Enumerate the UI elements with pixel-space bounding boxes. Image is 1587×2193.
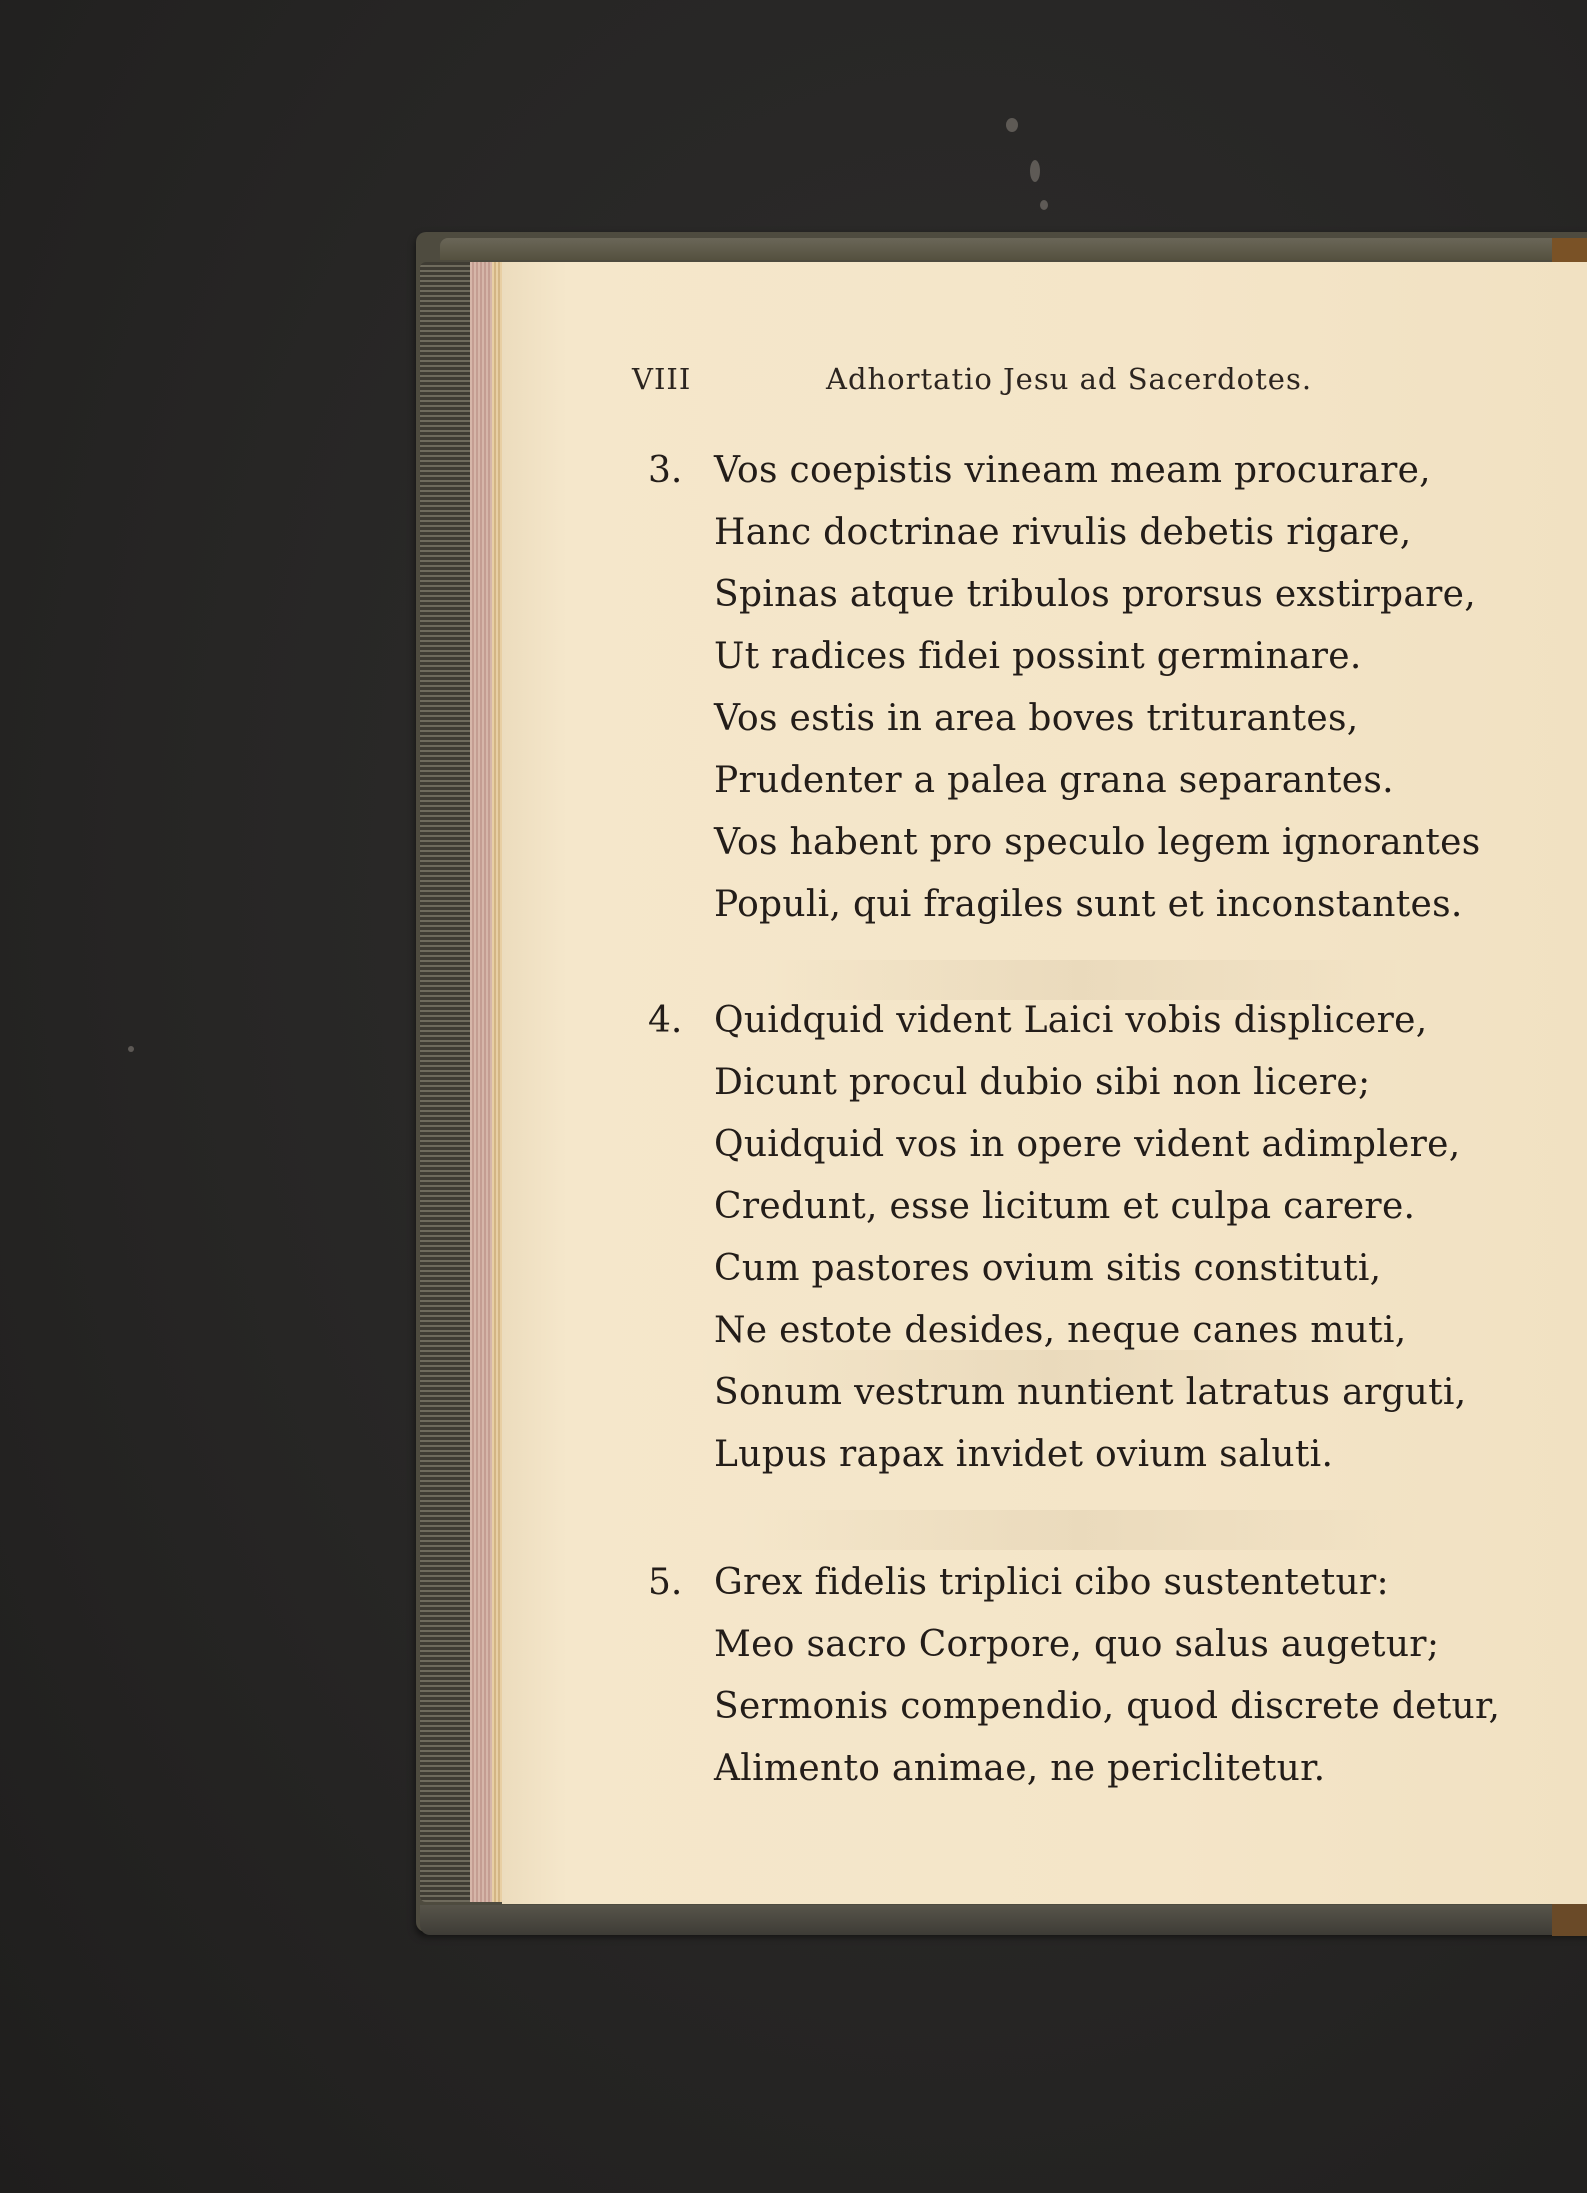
dust-speck — [1006, 118, 1018, 132]
show-through-shading — [760, 960, 1400, 1000]
verse-line: Prudenter a palea grana separantes. — [714, 760, 1394, 801]
verse-line: Quidquid vos in opere vident adimplere, — [714, 1124, 1461, 1165]
stanza-number: 5. — [648, 1562, 683, 1603]
stanza-number: 3. — [648, 450, 683, 491]
cloth-binding — [420, 262, 470, 1902]
verse-line: Spinas atque tribulos prorsus exstirpare, — [714, 574, 1476, 615]
dust-speck — [128, 1046, 134, 1052]
verse-line: Populi, qui fragiles sunt et inconstantes. — [714, 884, 1463, 925]
cover-bottom-edge — [420, 1905, 1587, 1935]
dust-speck — [1030, 160, 1040, 182]
verse-line: Vos coepistis vineam meam procurare, — [714, 450, 1431, 491]
verse-line: Sermonis compendio, quod discrete detur, — [714, 1686, 1501, 1727]
verse-line: Grex fidelis triplici cibo sustentetur: — [714, 1562, 1389, 1603]
page-gilt-edges — [492, 262, 502, 1902]
verse-line: Dicunt procul dubio sibi non licere; — [714, 1062, 1371, 1103]
verse-line: Hanc doctrinae rivulis debetis rigare, — [714, 512, 1412, 553]
cover-top-edge — [440, 238, 1587, 260]
show-through-shading — [740, 1510, 1420, 1550]
verse-line: Vos estis in area boves triturantes, — [714, 698, 1359, 739]
verse-line: Ne estote desides, neque canes muti, — [714, 1310, 1407, 1351]
dust-speck — [1040, 200, 1048, 210]
verse-line: Quidquid vident Laici vobis displicere, — [714, 1000, 1428, 1041]
verse-line: Lupus rapax invidet ovium saluti. — [714, 1434, 1334, 1475]
verse-line: Meo sacro Corpore, quo salus augetur; — [714, 1624, 1440, 1665]
verse-line: Credunt, esse licitum et culpa carere. — [714, 1186, 1416, 1227]
stanza-number: 4. — [648, 1000, 683, 1041]
verse-line: Alimento animae, ne periclitetur. — [714, 1748, 1326, 1789]
verse-line: Ut radices fidei possint germinare. — [714, 636, 1362, 677]
verse-line: Vos habent pro speculo legem ignorantes — [714, 822, 1481, 863]
leather-corner — [1552, 1900, 1587, 1936]
running-title: Adhortatio Jesu ad Sacerdotes. — [826, 362, 1313, 396]
page-number: VIII — [632, 362, 692, 396]
running-header — [0, 362, 1587, 402]
verse-line: Sonum vestrum nuntient latratus arguti, — [714, 1372, 1467, 1413]
verse-line: Cum pastores ovium sitis constituti, — [714, 1248, 1382, 1289]
